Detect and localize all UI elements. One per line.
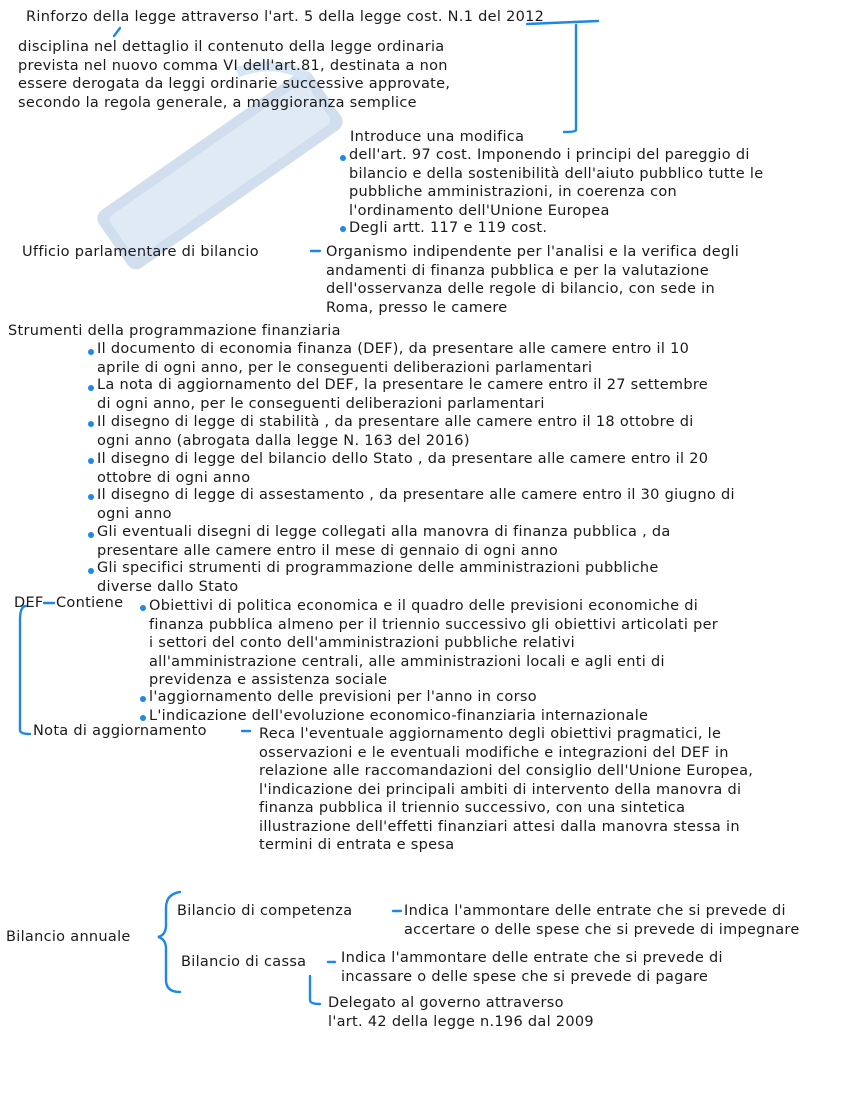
bullet-icon [88, 385, 94, 391]
text-line: Il disegno di legge del bilancio dello Stato , da presentare alle camere entro il 20 [97, 451, 709, 467]
text-line: bilancio e della sostenibilità dell'aiuto pubblico tutte le [349, 165, 764, 182]
nota-label: Nota di aggiornamento [33, 723, 207, 739]
text-line: andamenti di finanza pubblica e per la valutazione [326, 262, 710, 279]
text-line: essere derogata da leggi ordinarie successive approvate, [18, 76, 451, 92]
text-line: previdenza e assistenza sociale [149, 672, 388, 688]
text-line: l'indicazione dei principali ambiti di intervento della manovra di [259, 781, 742, 798]
text-line: dell'osservanza delle regole di bilancio, con sede in [326, 281, 715, 297]
text-line: illustrazione dell'effetti finanziari attesi dalla manovra stessa in [259, 818, 740, 835]
text-line: l'art. 42 della legge n.196 dal 2009 [328, 1013, 594, 1030]
ufficio-label: Ufficio parlamentare di bilancio [22, 244, 259, 260]
strumenti-item [97, 413, 694, 450]
strumenti-title: Strumenti della programmazione finanziaria [8, 323, 341, 339]
cassa-desc [341, 949, 723, 986]
text-line: relazione alle raccomandazioni del consiglio dell'Unione Europea, [259, 763, 754, 779]
def-item: L'indicazione dell'evoluzione economico-finanziaria internazionale [149, 708, 649, 724]
delegato-text [328, 994, 594, 1031]
text-line: ogni anno [97, 505, 172, 522]
text-line: presentare alle camere entro il mese di gennaio di ogni anno [97, 542, 559, 559]
bullet-icon [88, 458, 94, 464]
modifica-bullet-1 [349, 146, 763, 220]
competenza-label: Bilancio di competenza [177, 903, 353, 919]
text-line: dell'art. 97 cost. Imponendo i principi del pareggio di [349, 147, 750, 163]
text-line: Il disegno di legge di stabilità , da presentare alle camere entro il 18 ottobre di [97, 414, 694, 430]
text-line: incassare o delle spese che si prevede di pagare [341, 968, 709, 985]
text-line: ogni anno (abrogata dalla legge N. 163 del 2016) [97, 432, 470, 449]
text-line: finanza pubblica almeno per il triennio successivo gli obiettivi articolati per [149, 616, 719, 633]
bullet-icon [140, 696, 146, 702]
text-line: Obiettivi di politica economica e il quadro delle previsioni economiche di [149, 598, 699, 614]
text-line: ottobre di ogni anno [97, 469, 251, 486]
text-line: di ogni anno, per le conseguenti deliberazioni parlamentari [97, 395, 545, 412]
def-label: DEF [14, 595, 44, 611]
competenza-desc [404, 902, 800, 939]
bullet-icon [88, 349, 94, 355]
bullet-icon [88, 421, 94, 427]
text-line: aprile di ogni anno, per le conseguenti deliberazioni parlamentari [97, 359, 593, 376]
nota-desc [259, 725, 753, 855]
def-item [149, 597, 718, 690]
def-item: l'aggiornamento delle previsioni per l'anno in corso [149, 689, 537, 705]
header-title: Rinforzo della legge attraverso l'art. 5 della legge cost. N.1 del 2012 [26, 9, 545, 25]
disciplina-block [18, 38, 450, 112]
text-line: l'ordinamento dell'Unione Europea [349, 202, 610, 219]
text-line: secondo la regola generale, a maggioranza semplice [18, 94, 417, 111]
ufficio-desc [326, 243, 739, 317]
text-line: diverse dallo Stato [97, 578, 239, 595]
bullet-icon [88, 568, 94, 574]
bilancio-label: Bilancio annuale [6, 929, 131, 945]
bullet-icon [88, 532, 94, 538]
strumenti-item [97, 559, 659, 596]
text-line: Indica l'ammontare delle entrate che si prevede di [341, 950, 723, 966]
text-line: Delegato al governo attraverso [328, 995, 564, 1011]
text-line: termini di entrata e spesa [259, 837, 455, 853]
text-line: disciplina nel dettaglio il contenuto della legge ordinaria [18, 39, 445, 55]
strumenti-item [97, 376, 708, 413]
text-line: pubbliche amministrazioni, in coerenza con [349, 184, 678, 200]
bullet-icon [88, 494, 94, 500]
text-line: Il disegno di legge di assestamento , da presentare alle camere entro il 30 giugno di [97, 487, 735, 503]
text-line: Organismo indipendente per l'analisi e la verifica degli [326, 244, 740, 260]
text-line: accertare o delle spese che si prevede di impegnare [404, 921, 800, 938]
modifica-bullet-2: Degli artt. 117 e 119 cost. [349, 220, 548, 236]
modifica-intro: Introduce una modifica [350, 129, 525, 145]
text-line: Reca l'eventuale aggiornamento degli obiettivi pragmatici, le [259, 726, 722, 742]
cassa-label: Bilancio di cassa [181, 954, 307, 970]
bullet-icon [340, 155, 346, 161]
text-line: Gli specifici strumenti di programmazione delle amministrazioni pubbliche [97, 560, 659, 576]
strumenti-item [97, 340, 689, 377]
strumenti-item [97, 450, 708, 487]
bullet-icon [340, 226, 346, 232]
text-line: prevista nel nuovo comma VI dell'art.81, destinata a non [18, 57, 448, 74]
text-line: La nota di aggiornamento del DEF, la presentare le camere entro il 27 settembre [97, 377, 709, 393]
bullet-icon [140, 715, 146, 721]
text-line: all'amministrazione centrali, alle amministrazioni locali e agli enti di [149, 653, 665, 670]
text-line: i settori del conto dell'amministrazioni pubbliche relativi [149, 635, 575, 651]
strumenti-item [97, 523, 671, 560]
text-line: Indica l'ammontare delle entrate che si prevede di [404, 903, 786, 919]
text-line: finanza pubblica il triennio successivo, con una sintetica [259, 800, 686, 816]
text-line: Roma, presso le camere [326, 299, 508, 316]
strumenti-item [97, 486, 735, 523]
text-line: Gli eventuali disegni di legge collegati alla manovra di finanza pubblica , da [97, 524, 671, 540]
text-line: osservazioni e le eventuali modifiche e integrazioni del DEF in [259, 744, 729, 761]
bullet-icon [140, 605, 146, 611]
text-line: Il documento di economia finanza (DEF), da presentare alle camere entro il 10 [97, 341, 690, 357]
def-contiene-label: Contiene [56, 595, 124, 611]
